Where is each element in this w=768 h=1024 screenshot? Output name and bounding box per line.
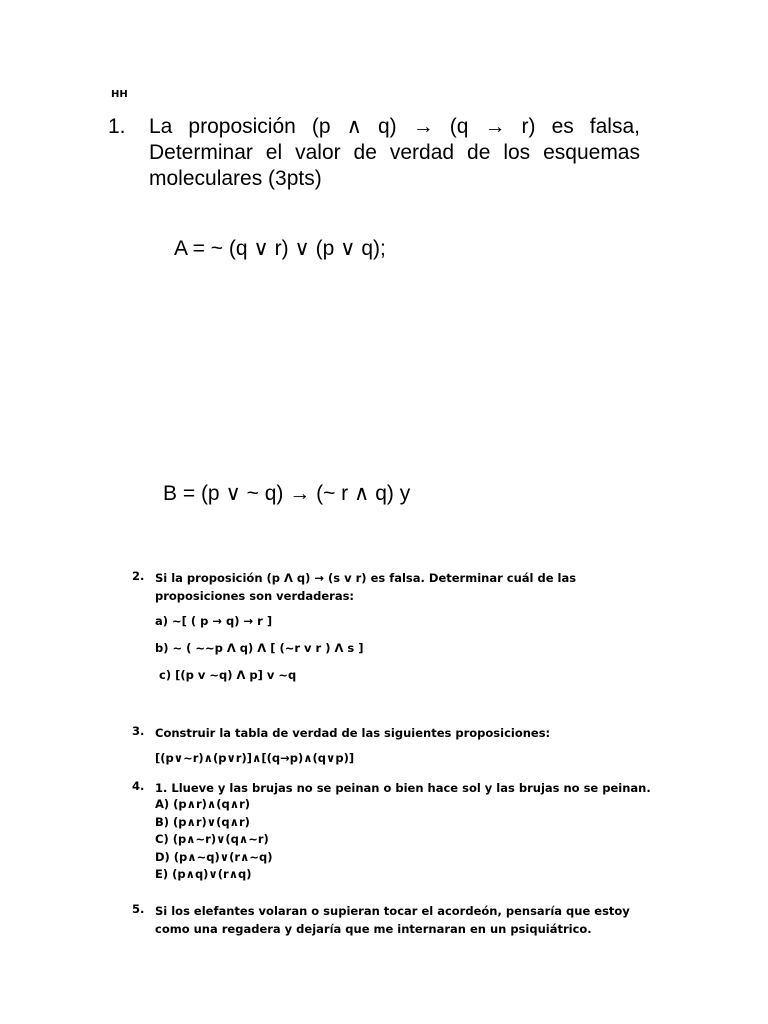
question-5	[132, 902, 632, 938]
question-3	[132, 724, 652, 742]
option-a: A) (p∧r)∧(q∧r)	[155, 797, 251, 811]
option-d: D) (p∧~q)∨(r∧~q)	[155, 849, 273, 864]
question-3-text: Construir la tabla de verdad de las siguientes proposiciones:	[155, 726, 551, 740]
question-2-option-a: a) ~[ ( p → q) → r ]	[155, 614, 273, 628]
option-b: B) (p∧r)∨(q∧r)	[155, 814, 250, 829]
question-2-number: 2.	[132, 569, 145, 583]
question-2-text: Si la proposición (p Λ q) → (s v r) es falsa. Determinar cuál de las proposiciones son verdaderas:	[155, 571, 577, 603]
question-4	[132, 779, 652, 797]
question-2-option-b: b) ~ ( ~~p Λ q) Λ [ (~r v r ) Λ s ]	[155, 641, 364, 655]
option-e: E) (p∧q)∨(r∧q)	[155, 867, 252, 881]
question-2-option-c: c) [(p v ~q) Λ p] v ~q	[159, 668, 297, 682]
question-5-text: Si los elefantes volaran o supieran tocar el acordeón, pensaría que estoy como una regadera y dejaría que me internaran en un psiquiátrico.	[155, 904, 630, 936]
formula-a: A = ~ (q ∨ r) ∨ (p ∨ q);	[174, 237, 386, 260]
question-1-text: La proposición (p ∧ q) → (q → r) es falsa, Determinar el valor de verdad de los esquemas moleculares (3pts)	[149, 115, 640, 190]
formula-b: B = (p ∨ ~ q) → (~ r ∧ q) y	[163, 482, 411, 505]
question-1	[108, 114, 640, 192]
question-3-number: 3.	[132, 724, 145, 738]
question-4-options	[155, 796, 272, 884]
question-1-number: 1.	[108, 115, 126, 138]
question-5-number: 5.	[132, 902, 145, 916]
question-4-number: 4.	[132, 779, 145, 793]
option-c: C) (p∧~r)∨(q∧~r)	[155, 832, 269, 846]
question-3-formula: [(p∨~r)∧(p∨r)]∧[(q→p)∧(q∨p)]	[155, 751, 355, 765]
question-4-text: 1. Llueve y las brujas no se peinan o bien hace sol y las brujas no se peinan.	[155, 781, 651, 795]
header-initials: HH	[111, 89, 128, 100]
question-2	[132, 569, 652, 605]
